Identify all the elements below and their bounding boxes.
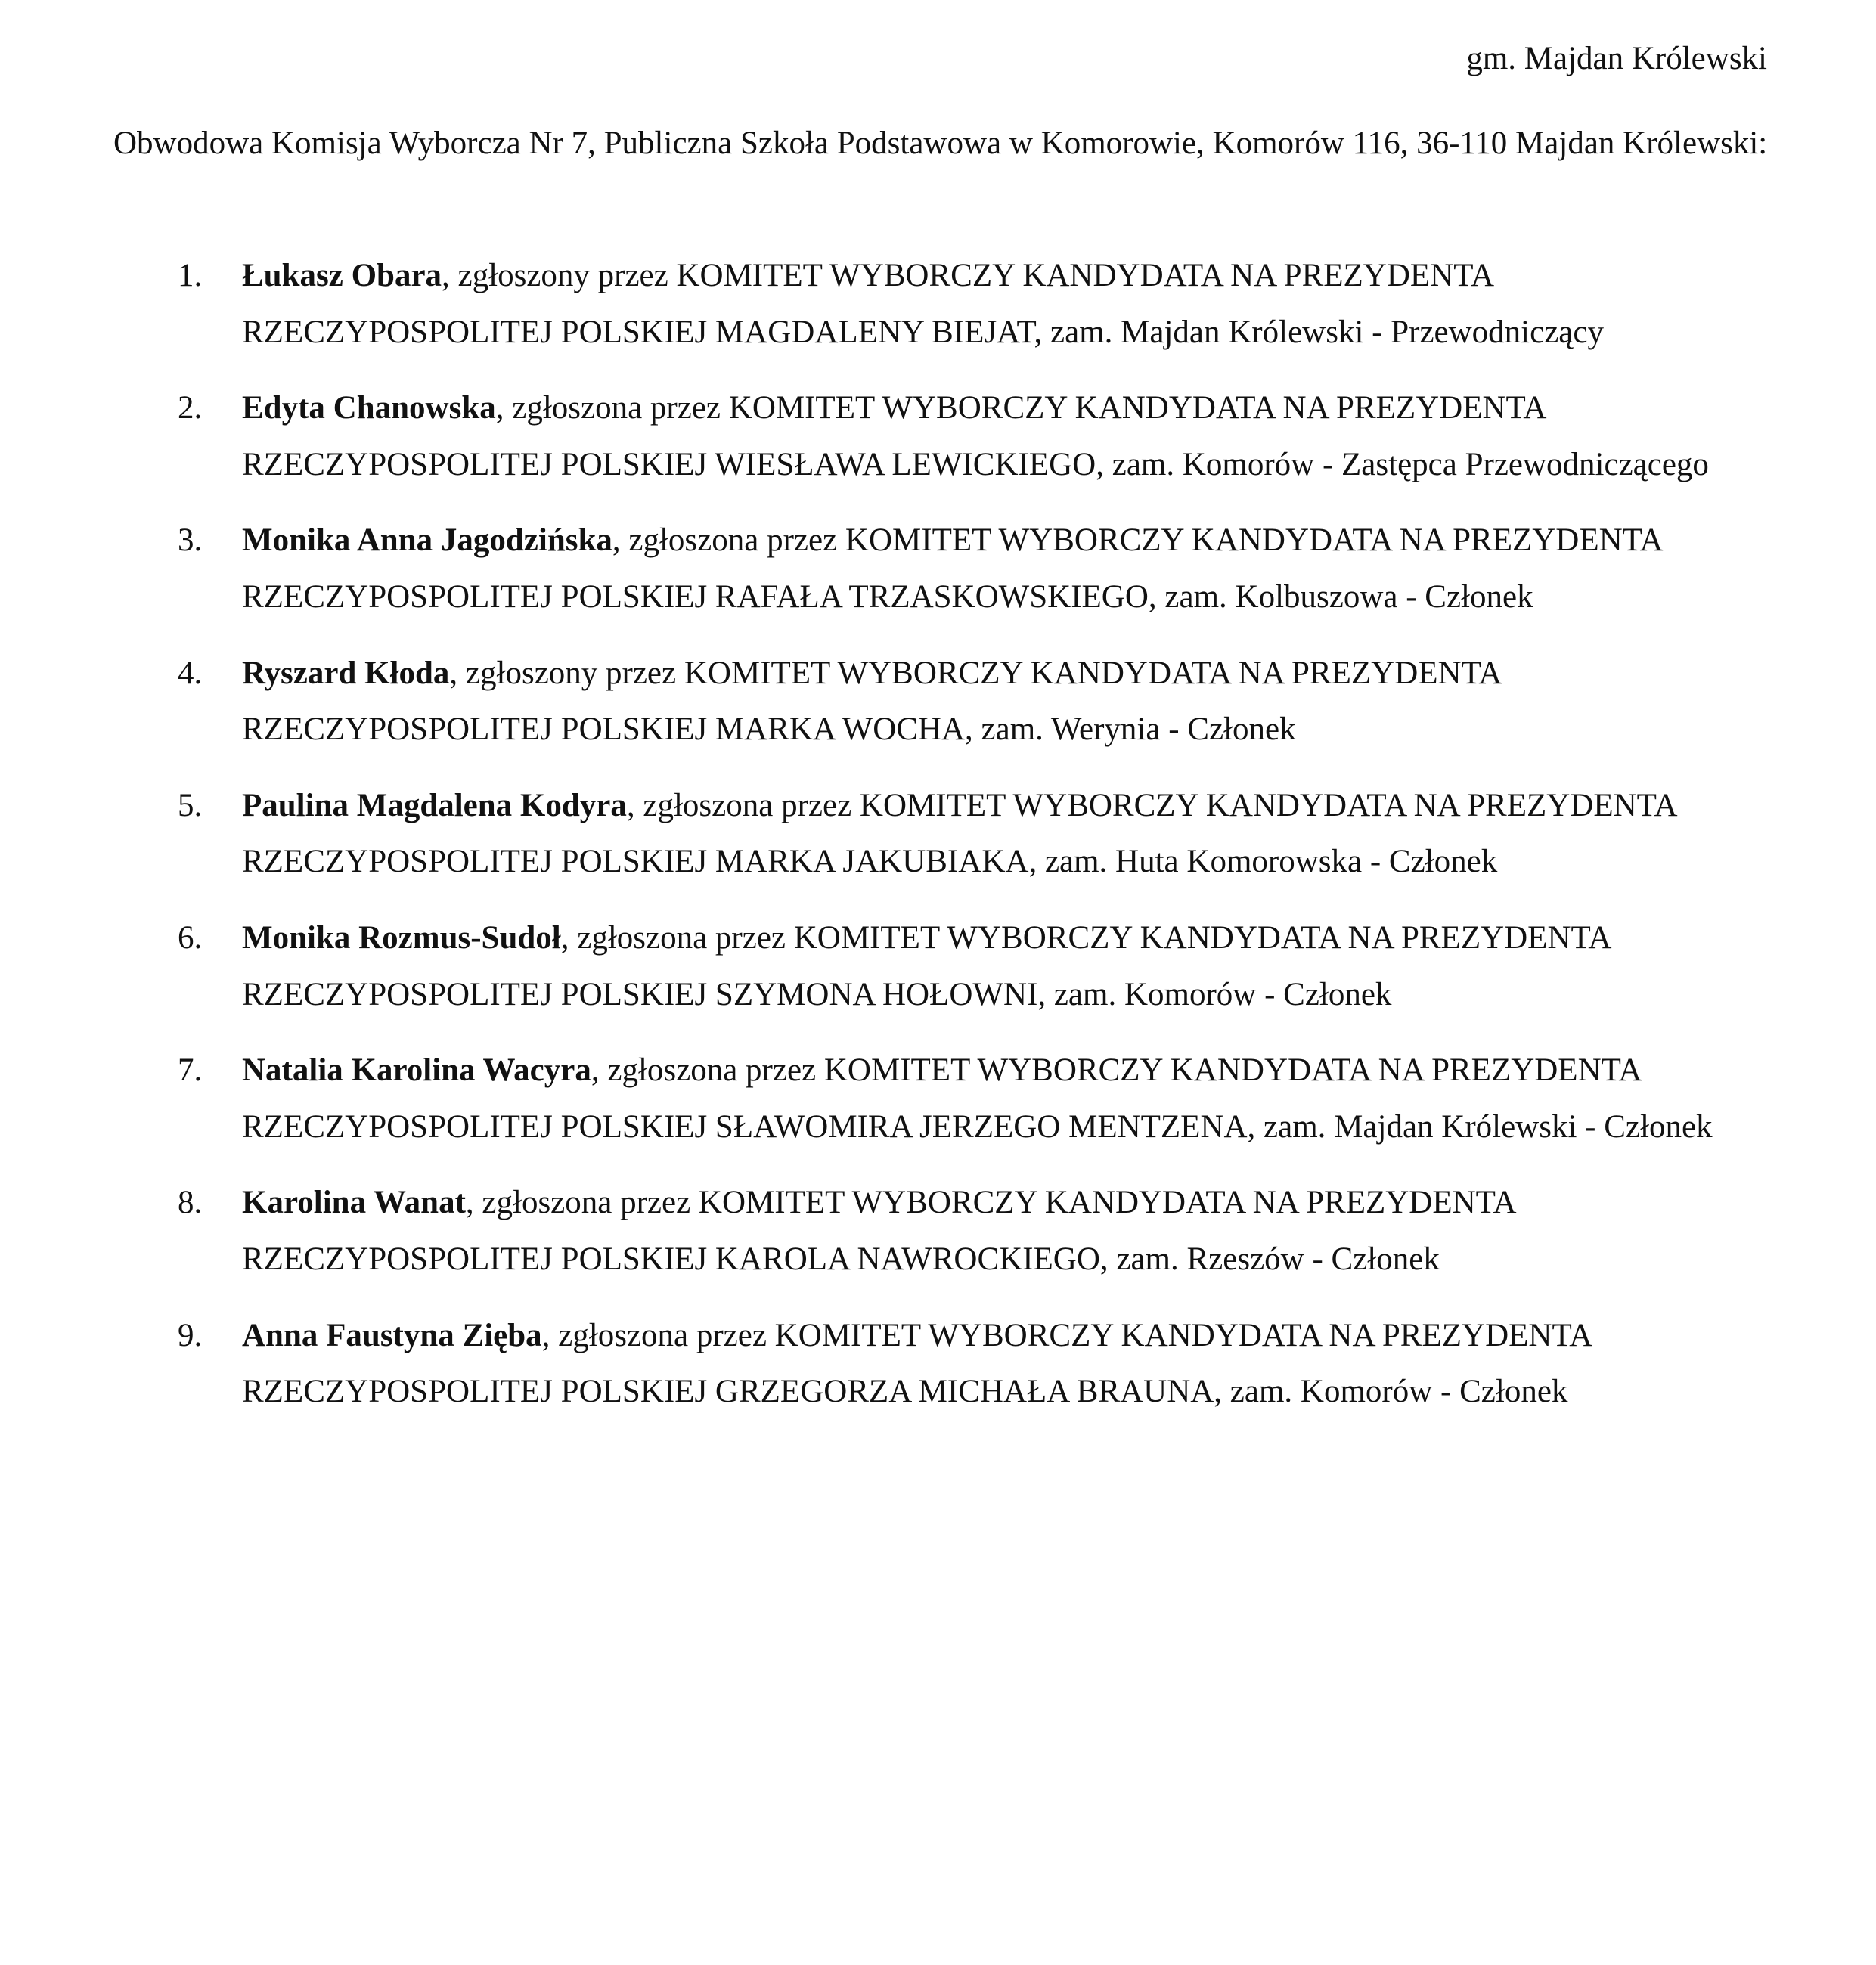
member-number: 4.: [178, 655, 203, 691]
member-number: 5.: [178, 787, 203, 823]
member-name: Paulina Magdalena Kodyra: [242, 787, 627, 823]
member-item: [0, 1308, 1724, 1421]
member-number: 6.: [178, 919, 203, 956]
member-number: 3.: [178, 522, 203, 559]
member-details: , zgłoszona przez KOMITET WYBORCZY KANDYDATA NA PREZYDENTA RZECZYPOSPOLITEJ POLSKIEJ SŁAWOMIRA JERZEGO MENTZENA, zam. Majdan Królewski - Członek: [242, 1052, 1713, 1145]
member-name: Monika Anna Jagodzińska: [242, 522, 612, 559]
commission-description: Obwodowa Komisja Wyborcza Nr 7, Publiczna Szkoła Podstawowa w Komorowie, Komorów 116, 36-110 Majdan Królewski:: [113, 126, 1768, 161]
member-item: [0, 380, 1724, 493]
member-number: 2.: [178, 390, 203, 426]
member-number: 8.: [178, 1185, 203, 1221]
member-details: , zgłoszona przez KOMITET WYBORCZY KANDYDATA NA PREZYDENTA RZECZYPOSPOLITEJ POLSKIEJ SZYMONA HOŁOWNI, zam. Komorów - Członek: [242, 919, 1611, 1012]
member-details: , zgłoszony przez KOMITET WYBORCZY KANDYDATA NA PREZYDENTA RZECZYPOSPOLITEJ POLSKIEJ MARKA WOCHA, zam. Werynia - Członek: [242, 655, 1501, 748]
member-name: Łukasz Obara: [242, 258, 442, 293]
member-details: , zgłoszona przez KOMITET WYBORCZY KANDYDATA NA PREZYDENTA RZECZYPOSPOLITEJ POLSKIEJ MARKA JAKUBIAKA, zam. Huta Komorowska - Członek: [242, 787, 1676, 880]
member-name: Karolina Wanat: [242, 1185, 466, 1221]
member-name: Ryszard Kłoda: [242, 655, 450, 691]
member-details: , zgłoszona przez KOMITET WYBORCZY KANDYDATA NA PREZYDENTA RZECZYPOSPOLITEJ POLSKIEJ WIESŁAWA LEWICKIEGO, zam. Komorów - Zastępca Przewodniczącego: [242, 390, 1709, 482]
member-name: Natalia Karolina Wacyra: [242, 1052, 591, 1089]
member-item: [0, 646, 1724, 758]
member-number: 7.: [178, 1052, 203, 1089]
member-number: 9.: [178, 1317, 203, 1353]
member-name: Monika Rozmus-Sudoł: [242, 919, 561, 956]
member-details: , zgłoszona przez KOMITET WYBORCZY KANDYDATA NA PREZYDENTA RZECZYPOSPOLITEJ POLSKIEJ RAFAŁA TRZASKOWSKIEGO, zam. Kolbuszowa - Członek: [242, 522, 1662, 615]
member-number: 1.: [178, 258, 203, 293]
member-item: [0, 910, 1724, 1023]
member-details: , zgłoszony przez KOMITET WYBORCZY KANDYDATA NA PREZYDENTA RZECZYPOSPOLITEJ POLSKIEJ MAGDALENY BIEJAT, zam. Majdan Królewski - Przewodniczący: [242, 258, 1604, 350]
member-item: [0, 1175, 1724, 1288]
member-item: [0, 513, 1724, 625]
member-name: Edyta Chanowska: [242, 390, 496, 426]
member-name: Anna Faustyna Zięba: [242, 1317, 542, 1353]
member-item: [0, 778, 1724, 891]
member-item: [0, 1043, 1724, 1155]
member-details: , zgłoszona przez KOMITET WYBORCZY KANDYDATA NA PREZYDENTA RZECZYPOSPOLITEJ POLSKIEJ GRZEGORZA MICHAŁA BRAUNA, zam. Komorów - Członek: [242, 1317, 1591, 1410]
member-details: , zgłoszona przez KOMITET WYBORCZY KANDYDATA NA PREZYDENTA RZECZYPOSPOLITEJ POLSKIEJ KAROLA NAWROCKIEGO, zam. Rzeszów - Członek: [242, 1185, 1515, 1277]
gmina-header: gm. Majdan Królewski: [1466, 41, 1767, 76]
member-list: [0, 248, 1876, 1440]
member-item: [0, 248, 1724, 361]
